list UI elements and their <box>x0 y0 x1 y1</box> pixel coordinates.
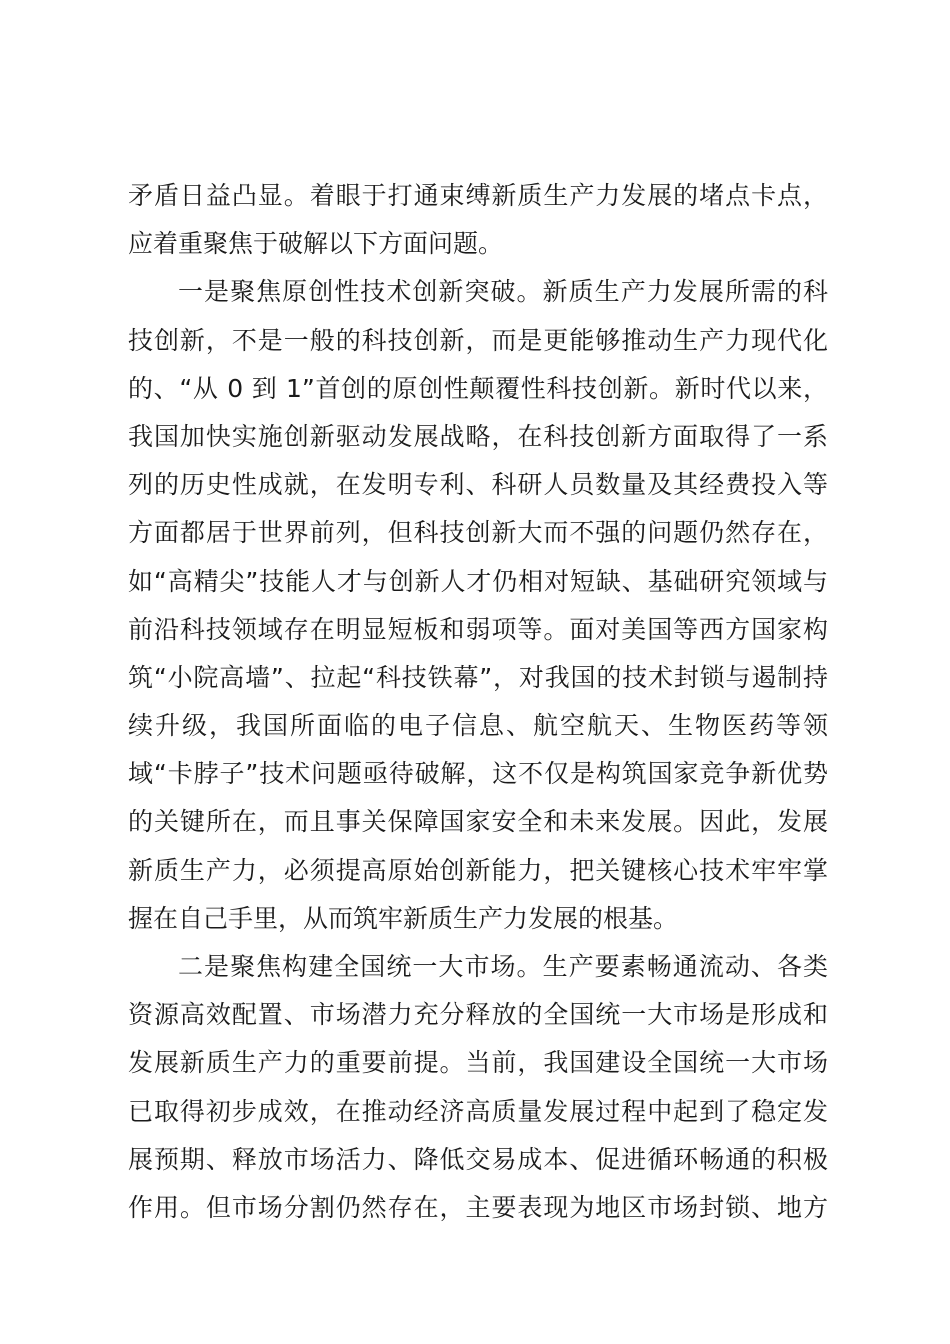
text-line: 技创新，不是一般的科技创新，而是更能够推动生产力现代化 <box>128 325 828 355</box>
text-line: 的、“从 0 到 1”首创的原创性颠覆性科技创新。新时代以来， <box>128 373 828 403</box>
paragraph <box>128 943 828 1232</box>
text-line: 筑“小院高墙”、拉起“科技铁幕”，对我国的技术封锁与遏制持 <box>128 662 828 692</box>
text-line: 握在自己手里，从而筑牢新质生产力发展的根基。 <box>128 903 679 933</box>
text-line: 的关键所在，而且事关保障国家安全和未来发展。因此，发展 <box>128 807 828 837</box>
text-line: 我国加快实施创新驱动发展战略，在科技创新方面取得了一系 <box>128 421 828 451</box>
text-line: 列的历史性成就，在发明专利、科研人员数量及其经费投入等 <box>128 470 828 500</box>
document-body <box>128 172 828 1232</box>
text-line: 已取得初步成效，在推动经济高质量发展过程中起到了稳定发 <box>128 1096 828 1126</box>
text-line: 矛盾日益凸显。着眼于打通束缚新质生产力发展的堵点卡点， <box>128 181 828 210</box>
text-line: 新质生产力，必须提高原始创新能力，把关键核心技术牢牢掌 <box>128 855 828 885</box>
text-line: 应着重聚焦于破解以下方面问题。 <box>128 229 504 259</box>
text-line: 展预期、释放市场活力、降低交易成本、促进循环畅通的积极 <box>128 1144 828 1174</box>
text-line: 域“卡脖子”技术问题亟待破解，这不仅是构筑国家竞争新优势 <box>128 759 828 789</box>
paragraph <box>128 172 828 268</box>
text-line: 续升级，我国所面临的电子信息、航空航天、生物医药等领 <box>128 711 828 741</box>
text-line: 资源高效配置、市场潜力充分释放的全国统一大市场是形成和 <box>128 1000 828 1030</box>
text-line: 二是聚焦构建全国统一大市场。生产要素畅通流动、各类 <box>178 952 828 981</box>
text-line: 如“高精尖”技能人才与创新人才仍相对短缺、基础研究领域与 <box>128 566 828 596</box>
text-line: 前沿科技领域存在明显短板和弱项等。面对美国等西方国家构 <box>128 614 828 644</box>
text-line: 发展新质生产力的重要前提。当前，我国建设全国统一大市场 <box>128 1048 828 1078</box>
text-line: 作用。但市场分割仍然存在，主要表现为地区市场封锁、地方 <box>128 1192 828 1222</box>
text-line: 一是聚焦原创性技术创新突破。新质生产力发展所需的科 <box>178 277 828 307</box>
paragraph <box>128 268 828 943</box>
text-line: 方面都居于世界前列，但科技创新大而不强的问题仍然存在， <box>128 518 828 548</box>
